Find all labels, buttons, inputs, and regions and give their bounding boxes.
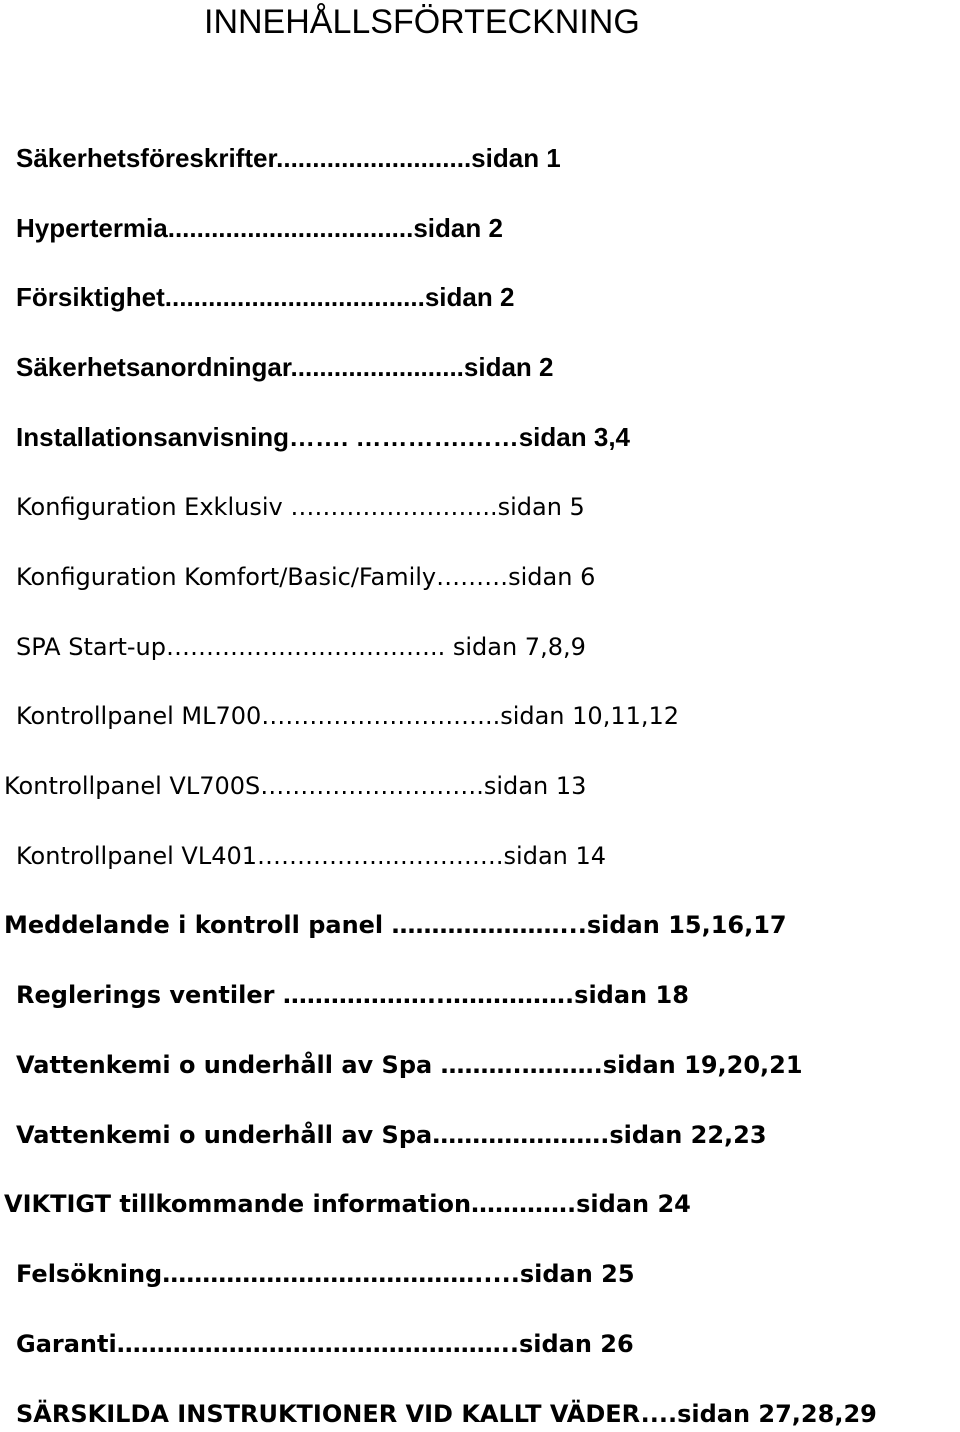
toc-entry: Försiktighet....................................sidan 2 [16, 282, 515, 312]
toc-entry: Kontrollpanel ML700…………………….…..sidan 10,11,12 [16, 702, 680, 730]
toc-entry: Vattenkemi o underhåll av Spa………………….sidan 22,23 [16, 1121, 767, 1149]
page-title: INNEHÅLLSFÖRTECKNING [204, 3, 640, 41]
toc-entry: Felsökning………………………………….....sidan 25 [16, 1260, 635, 1288]
toc-entry: Hypertermia..................................sidan 2 [16, 213, 503, 243]
toc-entry: Konfiguration Komfort/Basic/Family………sidan 6 [16, 563, 596, 591]
toc-entry: Installationsanvisning……. ………….……sidan 3,4 [16, 422, 630, 452]
toc-entry: Garanti…………………………………………..sidan 26 [16, 1330, 634, 1358]
toc-entry: Säkerhetsföreskrifter...........................sidan 1 [16, 143, 561, 173]
toc-entry: Vattenkemi o underhåll av Spa ……….……….sidan 19,20,21 [16, 1051, 803, 1079]
toc-entry: Kontrollpanel VL700S……………………….sidan 13 [4, 772, 587, 800]
toc-entry: Kontrollpanel VL401……………...………….sidan 14 [16, 842, 607, 870]
toc-entry: Meddelande i kontroll panel …………………...sidan 15,16,17 [4, 911, 787, 939]
toc-entry: Reglerings ventiler ………………..…………….sidan 18 [16, 981, 689, 1009]
toc-entry: SÄRSKILDA INSTRUKTIONER VID KALLT VÄDER....sidan 27,28,29 [16, 1400, 877, 1428]
toc-entry: Säkerhetsanordningar........................sidan 2 [16, 352, 554, 382]
toc-entry: VIKTIGT tillkommande information………….sidan 24 [4, 1190, 691, 1218]
toc-entry: SPA Start-up…………………………….. sidan 7,8,9 [16, 633, 586, 661]
toc-entry: Konfiguration Exklusiv ……………………..sidan 5 [16, 493, 585, 521]
